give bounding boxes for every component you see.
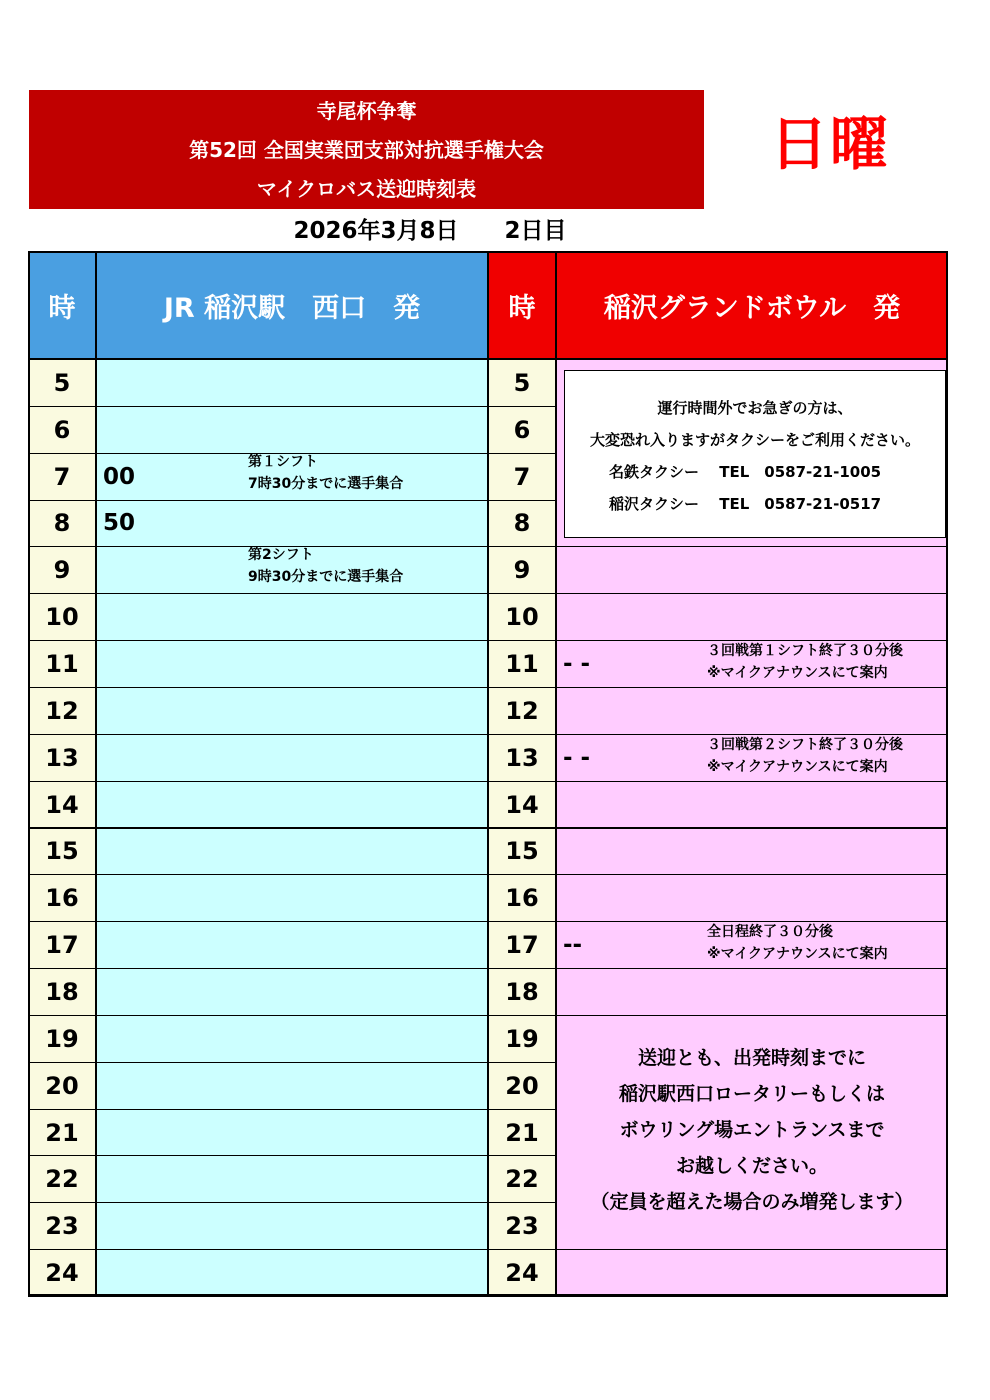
right-hour-cell: 18: [488, 968, 556, 1016]
title-line-1: 寺尾杯争奪: [316, 99, 417, 123]
left-hour-cell: 16: [28, 874, 96, 922]
right-hour-cell: 14: [488, 781, 556, 829]
pickup-instruction-line: （定員を超えた場合のみ増発します）: [590, 1190, 914, 1213]
left-departure-cell: [96, 500, 488, 548]
title-line-3: マイクロバス送迎時刻表: [256, 177, 477, 201]
left-hour-cell: 21: [28, 1109, 96, 1157]
left-departure-cell: [96, 687, 488, 735]
event-date: 2026年3月8日 2日目: [293, 218, 567, 244]
left-title-header: JR 稲沢駅 西口 発: [96, 251, 488, 359]
left-hour-cell: 5: [28, 359, 96, 407]
right-departure-cell: [556, 640, 948, 688]
pickup-instructions: [556, 1011, 948, 1248]
right-hour-cell: 5: [488, 359, 556, 407]
day-of-week: 日曜: [769, 110, 890, 178]
right-hour-header: 時: [488, 251, 556, 359]
left-hour-cell: 12: [28, 687, 96, 735]
left-departure-cell: [96, 781, 488, 829]
notice-line-1: 運行時間外でお急ぎの方は、: [657, 399, 853, 417]
notice-line-2: 大変恐れ入りますがタクシーをご利用ください。: [589, 431, 920, 449]
left-hour-cell: 11: [28, 640, 96, 688]
right-hour-cell: 13: [488, 734, 556, 782]
right-departure-cell: [556, 593, 948, 641]
shift-note: [248, 544, 403, 588]
left-hour-cell: 19: [28, 1015, 96, 1063]
pickup-instruction-line: 稲沢駅西口ロータリーもしくは: [618, 1082, 885, 1105]
left-hour-cell: 22: [28, 1155, 96, 1203]
left-hour-cell: 7: [28, 453, 96, 501]
pickup-instruction-line: 送迎とも、出発時刻までに: [637, 1046, 866, 1069]
right-hour-cell: 22: [488, 1155, 556, 1203]
departure-note-line-2: ※マイクアナウンスにて案内: [707, 665, 888, 682]
left-departure-cell: [96, 828, 488, 876]
right-hour-cell: 21: [488, 1109, 556, 1157]
departure-note-line-1: 全日程終了３０分後: [707, 924, 833, 941]
left-hour-cell: 6: [28, 406, 96, 454]
right-hour-cell: 24: [488, 1249, 556, 1297]
shift-note-line-1: 第2シフト: [248, 547, 314, 564]
right-hour-cell: 11: [488, 640, 556, 688]
right-departure-cell: [556, 1249, 948, 1297]
left-hour-cell: 15: [28, 828, 96, 876]
right-departure-cell: [556, 781, 948, 829]
title-line-2: 第52回 全国実業団支部対抗選手権大会: [189, 138, 544, 162]
left-hour-cell: 14: [28, 781, 96, 829]
departure-time: 50: [103, 510, 136, 537]
right-departure-cell: [556, 687, 948, 735]
timetable: [28, 251, 948, 1296]
pickup-instruction-line: ボウリング場エントランスまで: [619, 1118, 885, 1141]
left-departure-cell: [96, 1015, 488, 1063]
right-departure-cell: [556, 828, 948, 876]
departure-note: [707, 734, 903, 778]
left-departure-cell: [96, 1202, 488, 1250]
right-hour-cell: 7: [488, 453, 556, 501]
left-departure-cell: [96, 640, 488, 688]
left-departure-cell: [96, 1155, 488, 1203]
left-departure-cell: [96, 593, 488, 641]
shift-note-line-1: 第１シフト: [248, 453, 318, 470]
right-departure-cell: [556, 921, 948, 969]
right-departure-cell: [556, 968, 948, 1016]
left-hour-cell: 17: [28, 921, 96, 969]
left-departure-cell: [96, 921, 488, 969]
departure-note: [707, 640, 903, 684]
left-hour-cell: 10: [28, 593, 96, 641]
left-hour-cell: 13: [28, 734, 96, 782]
taxi-inazawa: 稲沢タクシー TEL 0587-21-0517: [609, 495, 882, 513]
right-hour-cell: 17: [488, 921, 556, 969]
title-banner: [29, 90, 704, 209]
left-departure-cell: [96, 968, 488, 1016]
left-departure-cell: [96, 1249, 488, 1297]
right-hour-cell: 12: [488, 687, 556, 735]
right-hour-cell: 23: [488, 1202, 556, 1250]
right-departure-cell: [556, 546, 948, 594]
right-hour-cell: 10: [488, 593, 556, 641]
right-departure-cell: [556, 874, 948, 922]
left-hour-cell: 20: [28, 1062, 96, 1110]
left-departure-cell: [96, 406, 488, 454]
left-hour-cell: 9: [28, 546, 96, 594]
right-hour-cell: 20: [488, 1062, 556, 1110]
pickup-instruction-line: お越しください。: [675, 1154, 828, 1177]
left-departure-cell: [96, 1062, 488, 1110]
right-hour-cell: 19: [488, 1015, 556, 1063]
departure-time: - -: [563, 651, 591, 678]
departure-time: 00: [103, 463, 136, 490]
left-departure-cell: [96, 874, 488, 922]
left-hour-cell: 23: [28, 1202, 96, 1250]
departure-time: - -: [563, 744, 591, 771]
departure-note-line-1: ３回戦第１シフト終了３０分後: [707, 643, 903, 660]
left-departure-cell: [96, 734, 488, 782]
departure-note-line-2: ※マイクアナウンスにて案内: [707, 758, 888, 775]
right-hour-cell: 15: [488, 828, 556, 876]
left-departure-cell: [96, 1109, 488, 1157]
right-hour-cell: 9: [488, 546, 556, 594]
departure-note: [707, 921, 888, 965]
shift-note-line-2: 9時30分までに選手集合: [248, 569, 404, 586]
shift-note: [248, 451, 403, 495]
departure-time: --: [563, 932, 583, 959]
departure-note-line-2: ※マイクアナウンスにて案内: [707, 946, 888, 963]
left-hour-cell: 24: [28, 1249, 96, 1297]
right-title-header: 稲沢グランドボウル 発: [556, 251, 948, 359]
left-departure-cell: [96, 359, 488, 407]
right-departure-cell: [556, 734, 948, 782]
right-hour-cell: 8: [488, 500, 556, 548]
left-hour-header: 時: [28, 251, 96, 359]
left-hour-cell: 8: [28, 500, 96, 548]
taxi-meitetsu: 名鉄タクシー TEL 0587-21-1005: [609, 463, 882, 481]
departure-note-line-1: ３回戦第２シフト終了３０分後: [707, 736, 903, 753]
left-hour-cell: 18: [28, 968, 96, 1016]
shift-note-line-2: 7時30分までに選手集合: [248, 475, 404, 492]
taxi-notice: [564, 370, 946, 538]
right-hour-cell: 6: [488, 406, 556, 454]
right-hour-cell: 16: [488, 874, 556, 922]
